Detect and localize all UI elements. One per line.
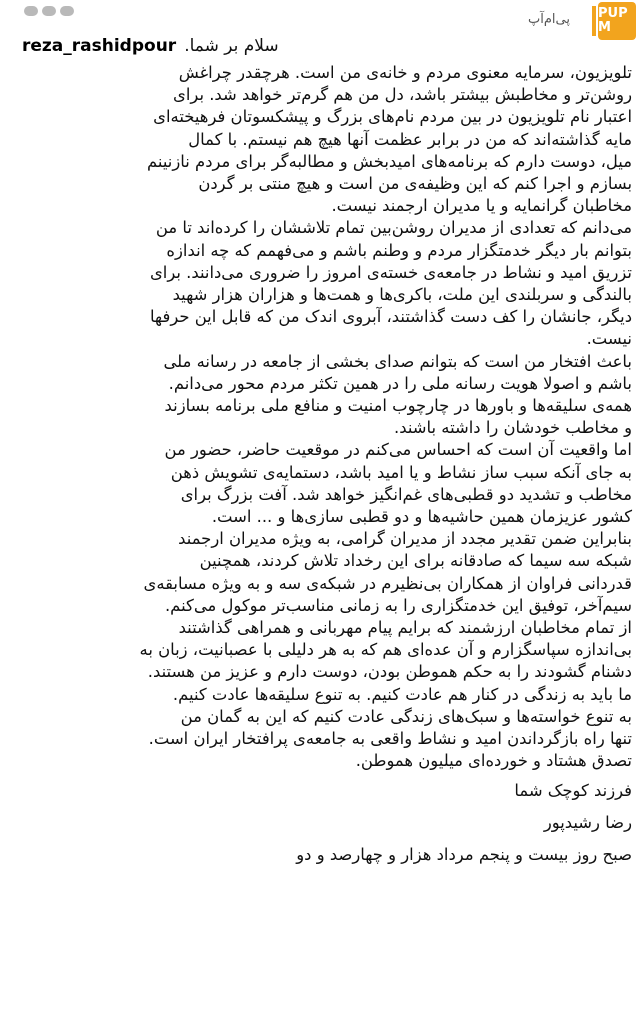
paragraph: باعث افتخار من است که بتوانم صدای بخشی از جامعه در رسانه ملی باشم و اصولا هویت رسانه ملی را در همین تکثر مردم محور می‌دانم. همه‌ی سلیقه‌ها و باورها در چارچوب امنیت و منافع ملی برنامه بسازند و مخاطب خودشان را داشته باشند. — [163, 351, 632, 438]
signature-name: رضا رشیدپور — [543, 812, 632, 832]
brand-logo — [598, 2, 636, 40]
paragraph: تصدق هشتاد و خورده‌ای میلیون هموطن. — [355, 751, 632, 771]
paragraph: تلویزیون، سرمایه معنوی مردم و خانه‌ی من است. هرچقدر چراغش روشن‌تر و مخاطبش بیشتر باشد، دل من هم گرم‌تر خواهد شد. برای اعتبار نام تلویزیون در بین مردم نام‌های بزرگ و پیشکسوتان فرهیخته‌ای مایه گذاشته‌اند که من در برابر عظمت آنها هیچ هم نیستم. با کمال میل، دوست دارم که برنامه‌های امیدبخش و مطالبه‌گر برای مردم نازنینم بسازم و اجرا کنم که این وظیفه‌ی من است و هیچ منتی بر گردن مخاطبان گرانمایه و یا مدیران ارجمند نیست. — [147, 63, 632, 216]
logo-text: PUP M — [598, 6, 628, 35]
logo-bar — [592, 6, 596, 36]
profile-preview-dots — [24, 6, 104, 16]
paragraph: می‌دانم که تعدادی از مدیران روشن‌بین تمام تلاششان را کرده‌اند تا من بتوانم بار دیگر خدمتگزار مردم و وطنم باشم و می‌فهمم که چه اندازه تزریق امید و نشاط در جامعه‌ی خسته‌ی امروز را ضروری می‌دانند. برای بالندگی و سربلندی این ملت، باکری‌ها و همت‌ها و هزاران هزار شهید دیگر، جانشان را کف دست گذاشتند، آبروی اندک من که قابل این حرفها نیست. — [149, 218, 632, 349]
paragraph: بنابراین ضمن تقدیر مجدد از مدیران گرامی، به ویژه مدیران ارجمند شبکه سه سیما که صادقانه برای این رخداد تلاش کردند، همچنین قدردانی فراوان از همکاران بی‌نظیرم در شبکه‌ی سه و به ویژه مسابقه‌ی سیم‌آخر، توفیق این خدمتگزاری را به زمانی مناسب‌تر موکول می‌کنم. — [143, 529, 632, 615]
paragraph: اما واقعیت آن است که احساس می‌کنم در موقعیت حاضر، حضور من به جای آنکه سبب ساز نشاط و یا امید باشد، دستمایه‌ی تشویش ذهن مخاطب و تشدید دو قطبی‌های غم‌انگیز خواهد شد. آفت بزرگ برای کشور عزیزمان همین حاشیه‌ها و دو قطبی سازی‌ها و ... است. — [164, 440, 632, 527]
signature-closing: فرزند کوچک شما — [514, 780, 632, 800]
username-link[interactable]: reza_rashidpour — [22, 36, 177, 56]
greeting-text: سلام بر شما. — [184, 36, 279, 56]
dot — [42, 6, 56, 16]
top-strip — [0, 0, 642, 34]
post-header — [22, 36, 279, 56]
dot — [24, 6, 38, 16]
paragraph: از تمام مخاطبان ارزشمند که برایم پیام مهربانی و همراهی گذاشتند بی‌اندازه سپاسگزارم و آن عده‌ای هم که به هر دلیلی با عصبانیت، زبان به دشنام گشودند را به حکم هموطن بودن، دوست دارم و عزیز من هستند. — [139, 618, 632, 682]
dot — [60, 6, 74, 16]
signature-date: صبح روز بیست و پنجم مرداد هزار و چهارصد و دو — [296, 844, 632, 864]
signature-block — [16, 775, 632, 871]
paragraph: ما باید به زندگی در کنار هم عادت کنیم. به تنوع سلیقه‌ها عادت کنیم. به تنوع خواسته‌ها و سبک‌های زندگی عادت کنیم که این به گمان من تنها راه بازگرداندن امید و نشاط واقعی به جامعه‌ی پرافتخار ایران است. — [148, 684, 632, 749]
watermark-text: پی‌ام‌آپ — [528, 12, 570, 27]
post-body — [16, 62, 632, 871]
